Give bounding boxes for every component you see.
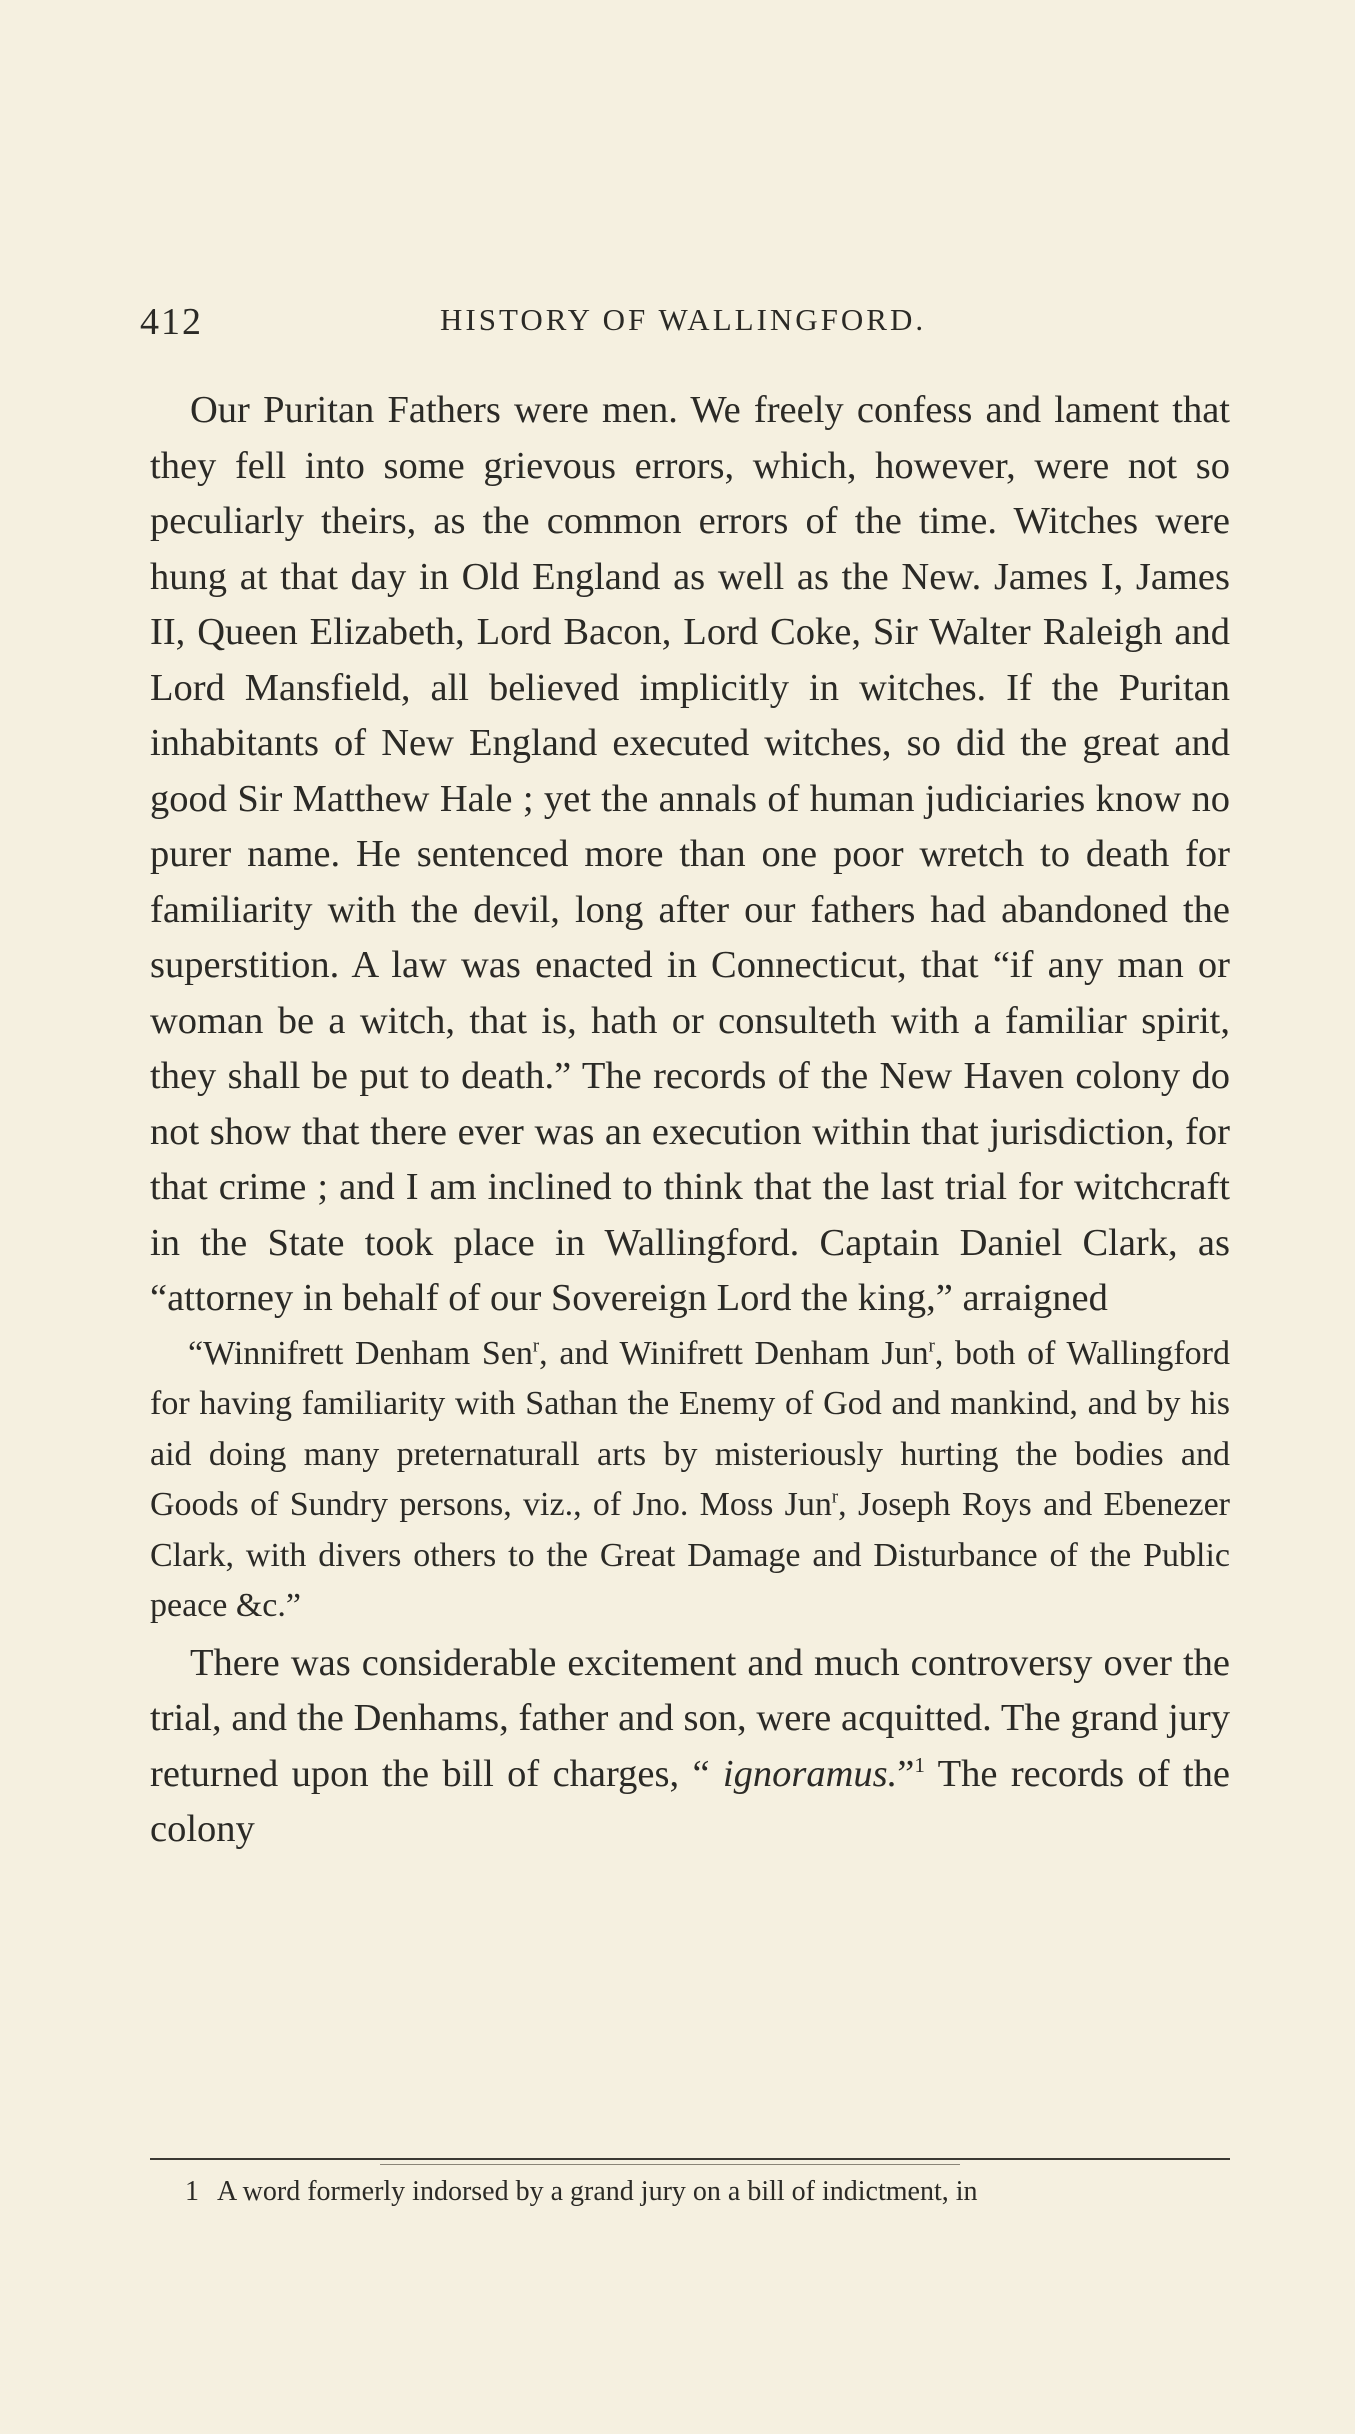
footnote <box>185 2172 1230 2212</box>
italic-term: ignoramus. <box>722 1752 898 1795</box>
paragraph-text: The records of the colony <box>150 1752 1230 1850</box>
page-number: 412 <box>140 301 203 343</box>
running-title: HISTORY OF WALLINGFORD. <box>440 302 927 337</box>
paragraph-text: ” <box>897 1752 915 1795</box>
paragraph-text: There was considerable excitement and much controversy over the trial, and the Denhams, father and son, were acquitted. The grand jury returned upon the bill of charges, “ <box>150 1641 1230 1795</box>
paragraph-text: Our Puritan Fathers were men. We freely confess and lament that they fell into some grievous errors, which, however, were not so peculiarly theirs, as the common errors of the time. Witches were hung at that day in Old England as well as the New. James I, James II, Queen Elizabeth, Lord Bacon, Lord Coke, Sir Walter Raleigh and Lord Mansfield, all believed implicitly in witches. If the Puritan inhabitants of New England executed witches, so did the great and good Sir Matthew Hale ; yet the annals of human judiciaries know no purer name. He sentenced more than one poor wretch to death for familiarity with the devil, long after our fathers had abandoned the superstition. A law was enacted in Connecticut, that “if any man or woman be a witch, that is, hath or consulteth with a familiar spirit, they shall be put to death.” The records of the New Haven colony do not show that there ever was an execution within that jurisdiction, for that crime ; and I am inclined to think that the last trial for witchcraft in the State took place in Wallingford. Captain Daniel Clark, as “attorney in behalf of our Sovereign Lord the king,” arraigned <box>150 389 1230 1319</box>
quote-text: , both of Wallingford for having familiarity with Sathan the Enemy of God and mankind, and by his aid doing many preternaturall arts by misteriously hurting the bodies and Goods of Sundry persons, viz., of Jno. Moss Jun <box>150 1334 1230 1523</box>
running-head <box>140 300 1230 350</box>
body-text <box>150 383 1230 1858</box>
quote-text: , and Winifrett Denham Jun <box>539 1334 929 1372</box>
paragraph <box>150 1636 1230 1858</box>
quote-text: , Joseph Roys and Ebenezer Clark, with divers others to the Great Damage and Disturbance of the Public peace &c.” <box>150 1486 1231 1624</box>
footnote-rule-secondary <box>380 2164 960 2165</box>
superscript: r <box>928 1335 935 1357</box>
footnote-number: 1 <box>185 2176 199 2207</box>
block-quote <box>150 1329 1230 1632</box>
footnote-text: A word formerly indorsed by a grand jury on a bill of indictment, in <box>217 2176 978 2207</box>
paragraph <box>150 383 1230 1327</box>
superscript: r <box>532 1335 540 1357</box>
superscript: r <box>831 1486 839 1508</box>
footnote-reference: 1 <box>914 1752 925 1777</box>
quote-text: “Winnifrett Denham Sen <box>188 1334 533 1372</box>
footnote-rule <box>150 2158 1230 2160</box>
